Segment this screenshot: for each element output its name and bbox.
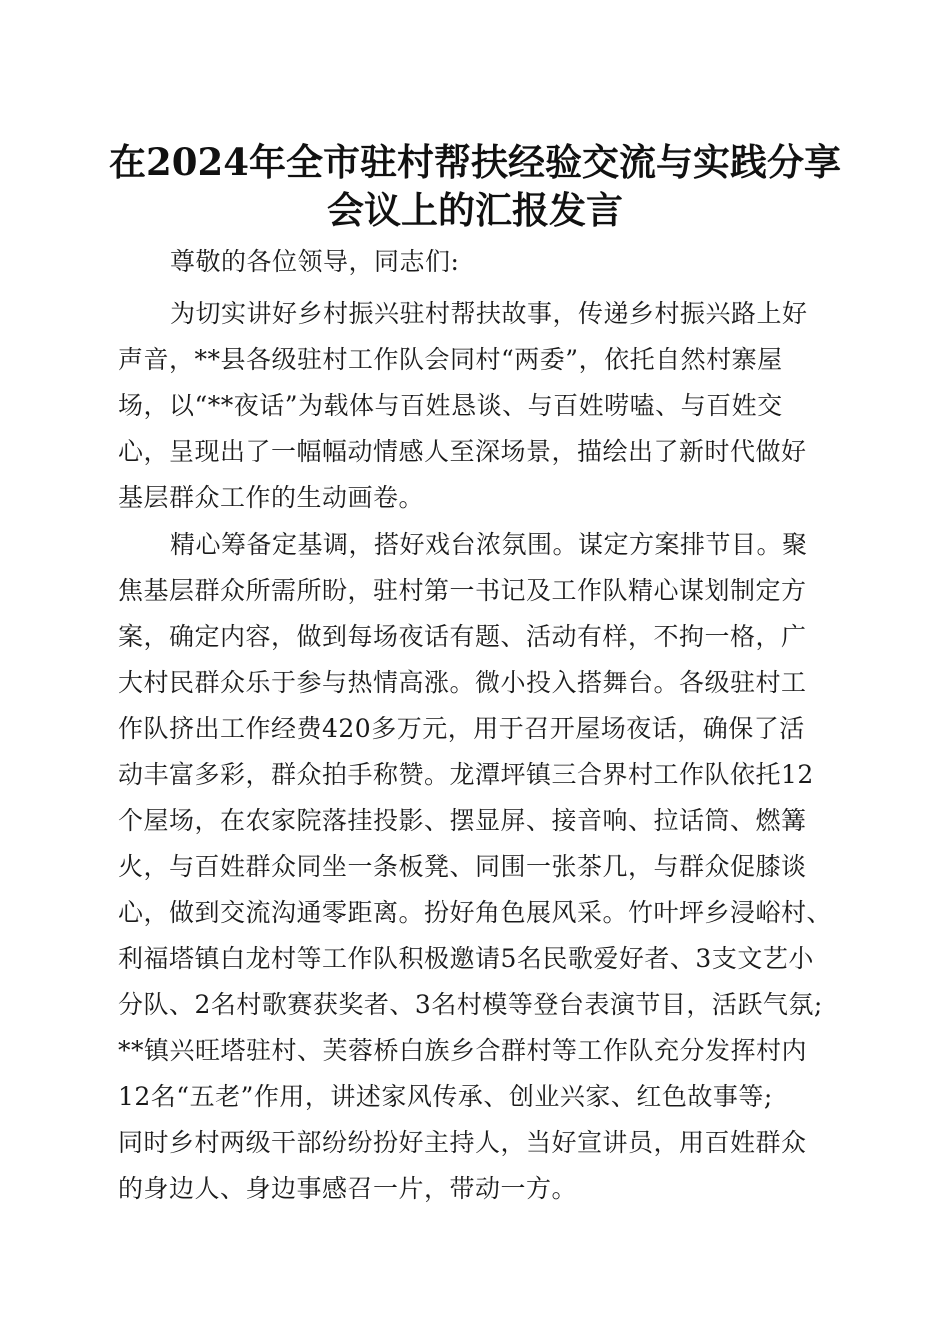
paragraph-2-line: 个屋场，在农家院落挂投影、摆显屏、接音响、拉话筒、燃篝 (118, 806, 807, 835)
paragraph-2-line: 焦基层群众所需所盼，驻村第一书记及工作队精心谋划制定方 (118, 576, 807, 605)
paragraph-1-line: 为切实讲好乡村振兴驻村帮扶故事，传递乡村振兴路上好 (170, 299, 808, 328)
paragraph-2-line: 的身边人、身边事感召一片，带动一方。 (118, 1174, 578, 1203)
paragraph-2-line: 动丰富多彩，群众拍手称赞。龙潭坪镇三合界村工作队依托12 (118, 760, 814, 789)
paragraph-1-line: 场，以“**夜话”为载体与百姓恳谈、与百姓唠嗑、与百姓交 (118, 391, 783, 420)
paragraph-2-line: 12名“五老”作用，讲述家风传承、创业兴家、红色故事等; (118, 1082, 773, 1111)
salutation: 尊敬的各位领导，同志们: (170, 247, 460, 276)
document-title-line-1: 在2024年全市驻村帮扶经验交流与实践分享 (109, 140, 841, 184)
paragraph-2-line: 火，与百姓群众同坐一条板凳、同围一张茶几，与群众促膝谈 (118, 852, 807, 881)
paragraph-2-line: 作队挤出工作经费420多万元，用于召开屋场夜话，确保了活 (118, 714, 805, 743)
paragraph-2-line: 精心筹备定基调，搭好戏台浓氛围。谋定方案排节目。聚 (170, 530, 808, 559)
paragraph-2-line: **镇兴旺塔驻村、芙蓉桥白族乡合群村等工作队充分发挥村内 (118, 1036, 808, 1065)
paragraph-2-line: 大村民群众乐于参与热情高涨。微小投入搭舞台。各级驻村工 (118, 668, 807, 697)
paragraph-2-line: 利福塔镇白龙村等工作队积极邀请5名民歌爱好者、3支文艺小 (118, 944, 814, 973)
paragraph-1-line: 声音，**县各级驻村工作队会同村“两委”，依托自然村寨屋 (118, 345, 783, 374)
paragraph-1-line: 心，呈现出了一幅幅动情感人至深场景，描绘出了新时代做好 (118, 437, 807, 466)
document-title-line-2: 会议上的汇报发言 (327, 188, 623, 232)
paragraph-2-line: 案，确定内容，做到每场夜话有题、活动有样，不拘一格，广 (118, 622, 807, 651)
paragraph-2-line: 同时乡村两级干部纷纷扮好主持人，当好宣讲员，用百姓群众 (118, 1128, 807, 1157)
paragraph-2-line: 心，做到交流沟通零距离。扮好角色展风采。竹叶坪乡浸峪村、 (118, 898, 833, 927)
paragraph-1-line: 基层群众工作的生动画卷。 (118, 483, 425, 512)
paragraph-2-line: 分队、2名村歌赛获奖者、3名村模等登台表演节目，活跃气氛; (118, 990, 823, 1019)
